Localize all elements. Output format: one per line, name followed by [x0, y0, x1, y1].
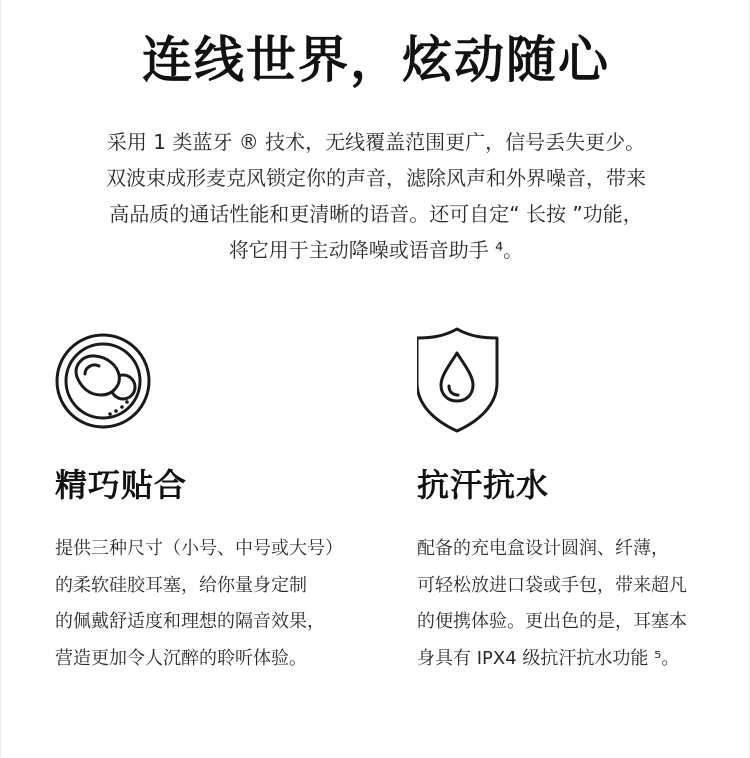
intro-paragraph	[41, 124, 711, 268]
feature-water-resistance	[417, 325, 717, 677]
intro-line: 高品质的通话性能和更清晰的语音。还可自定“ 长按 ”功能，	[109, 202, 643, 226]
feature-desc-line: 的便携体验。更出色的是，耳塞本	[417, 611, 687, 632]
intro-line: 双波束成形麦克风锁定你的声音，滤除风声和外界噪音，带来	[106, 166, 646, 190]
feature-desc-line: 的佩戴舒适度和理想的隔音效果，	[55, 611, 325, 632]
page-title: 连线世界，炫动随心	[142, 31, 610, 89]
feature-desc-line: 配备的充电盒设计圆润、纤薄，	[417, 538, 669, 559]
feature-desc-line: 的柔软硅胶耳塞，给你量身定制	[55, 574, 307, 596]
earbud-fit-icon	[55, 325, 155, 435]
feature-desc-line: 营造更加令人沉醉的聆听体验。	[55, 647, 307, 669]
feature-description	[55, 531, 355, 677]
intro-line: 采用 1 类蓝牙 ® 技术，无线覆盖范围更广，信号丢失更少。	[106, 130, 646, 154]
feature-fit	[55, 325, 355, 677]
feature-desc-line: 可轻松放进口袋或手包，带来超凡	[417, 574, 687, 596]
intro-line: 将它用于主动降噪或语音助手 ⁴。	[228, 238, 524, 262]
water-drop-shield-icon	[417, 325, 517, 435]
feature-title: 抗汗抗水	[417, 466, 550, 504]
feature-desc-line: 身具有 IPX4 级抗汗抗水功能 ⁵。	[417, 647, 680, 669]
feature-description	[417, 531, 717, 677]
feature-desc-line: 提供三种尺寸（小号、中号或大号）	[55, 538, 343, 559]
feature-title: 精巧贴合	[55, 466, 188, 504]
